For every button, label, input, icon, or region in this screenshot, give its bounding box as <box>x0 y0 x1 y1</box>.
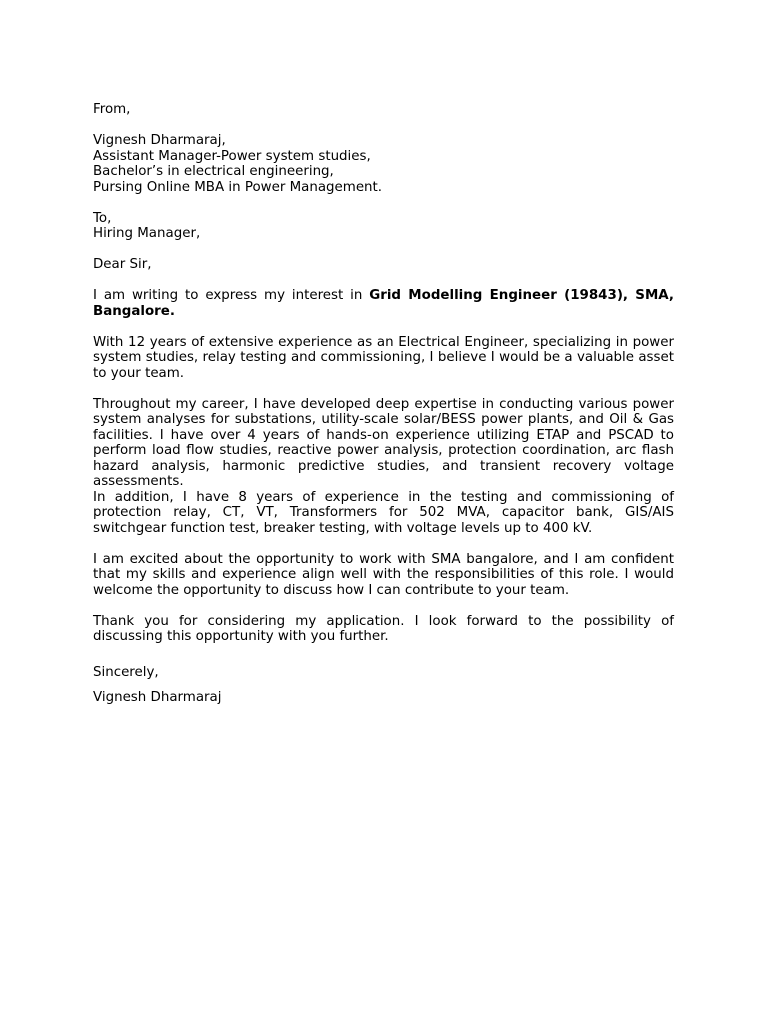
sender-study: Pursing Online MBA in Power Management. <box>93 179 383 195</box>
experience-paragraph: With 12 years of extensive experience as an Electrical Engineer, specializing in power system studies, relay testing and commissioning, I believe I would be a valuable asset to your team. <box>93 334 674 381</box>
salutation: Dear Sir, <box>93 257 152 272</box>
position-title: Grid Modelling Engineer (19843), SMA, Bangalore. <box>93 288 674 319</box>
expertise-paragraph: Throughout my career, I have developed deep expertise in conducting various power system analyses for substations, utility-scale solar/BESS power plants, and Oil & Gas facilities. I have over 4 years of hands-on experience utilizing ETAP and PSCAD to perform load flow studies, reactive power analysis, protection coordination, arc flash hazard analysis, harmonic predictive studies, and transient recovery voltage assessments. <box>93 396 674 489</box>
excited-paragraph: I am excited about the opportunity to work with SMA bangalore, and I am confident that my skills and experience align well with the responsibilities of this role. I would welcome the opportunity to discuss how I can contribute to your team. <box>93 551 674 598</box>
signature: Vignesh Dharmaraj <box>93 690 222 705</box>
thanks-paragraph: Thank you for considering my application. I look forward to the possibility of discussing this opportunity with you further. <box>93 613 674 644</box>
sender-name: Vignesh Dharmaraj, <box>93 133 226 148</box>
intro-lead: I am writing to express my interest in <box>93 288 370 303</box>
recipient: Hiring Manager, <box>93 226 201 241</box>
sender-title: Assistant Manager-Power system studies, <box>93 148 371 164</box>
from-label: From, <box>93 102 131 117</box>
cover-letter <box>93 102 674 706</box>
testing-paragraph: In addition, I have 8 years of experience in the testing and commissioning of protection relay, CT, VT, Transformers for 502 MVA, capacitor bank, GIS/AIS switchgear function test, breaker testing, with voltage levels up to 400 kV. <box>93 489 674 536</box>
closing: Sincerely, <box>93 664 159 680</box>
sender-degree: Bachelor’s in electrical engineering, <box>93 164 334 179</box>
intro-paragraph <box>93 288 674 319</box>
sender-block <box>93 133 674 195</box>
to-label: To, <box>93 210 112 226</box>
